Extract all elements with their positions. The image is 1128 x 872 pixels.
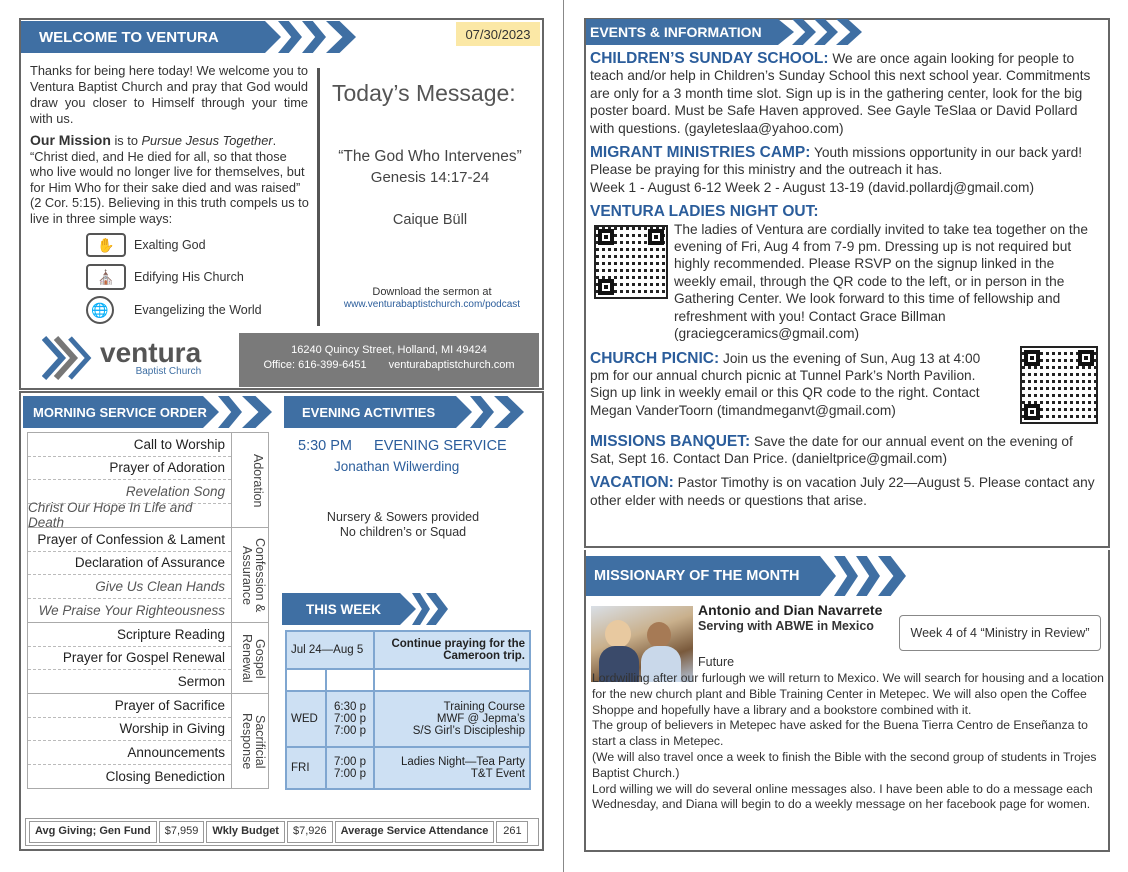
stat-value: $7,926	[287, 821, 333, 843]
event-item	[590, 203, 1098, 342]
morning-banner	[23, 396, 219, 428]
event-heading: CHURCH PICNIC:	[590, 349, 720, 367]
event-item	[590, 474, 1098, 509]
event-body: Join us the evening of Sun, Aug 13 at 4:00 pm for our annual church picnic at Tunnel Park’s North Pavilion. Sign up link in weekly email or this QR code to the right. Contact Megan VanderToorn (timandmeganvt@gmail.com)	[590, 350, 981, 418]
order-group	[28, 694, 268, 789]
welcome-banner	[21, 21, 281, 53]
stats-bar	[25, 818, 539, 846]
wed-times: 6:30 p 7:00 p 7:00 p	[326, 691, 374, 747]
event-item	[590, 144, 1098, 196]
order-box	[27, 432, 269, 789]
order-item: Prayer of Sacrifice	[28, 694, 231, 718]
evening-banner	[284, 396, 472, 428]
fold-divider	[563, 0, 564, 872]
event-item	[590, 433, 1098, 468]
way-label: Evangelizing the World	[134, 303, 262, 317]
globe-icon: 🌐	[86, 296, 114, 324]
stat-label: Wkly Budget	[206, 821, 285, 843]
missionary-paragraph: The group of believers in Metepec have asked for the Buena Tierra Centro de Enseñanza to start a class in Metepec.	[592, 718, 1088, 749]
order-item: Prayer of Confession & Lament	[28, 528, 231, 552]
event-extra: Week 1 - August 6-12 Week 2 - August 13-19 (david.pollardj@gmail.com)	[590, 179, 1034, 195]
evening-service: EVENING SERVICE	[374, 438, 507, 454]
order-item: Declaration of Assurance	[28, 552, 231, 576]
praise-hands-icon: ✋	[86, 233, 126, 257]
welcome-title: WELCOME TO VENTURA	[39, 28, 219, 46]
events-list	[590, 50, 1098, 516]
evening-leader: Jonathan Wilwerding	[334, 459, 460, 474]
order-item: Christ Our Hope In Life and Death	[28, 500, 193, 531]
vertical-divider	[317, 68, 320, 326]
fri-events: Ladies Night—Tea Party T&T Event	[374, 747, 530, 789]
missionary-text	[592, 671, 1104, 813]
week-note: Continue praying for the Cameroon trip.	[374, 631, 530, 669]
order-group	[28, 433, 268, 531]
way-row	[86, 296, 262, 324]
this-week-banner	[282, 593, 416, 625]
order-item: Prayer for Gospel Renewal	[28, 647, 231, 671]
date-badge: 07/30/2023	[456, 22, 540, 46]
fri-times: 7:00 p 7:00 p	[326, 747, 374, 789]
this-week-title: THIS WEEK	[306, 601, 382, 617]
fri-label: FRI	[286, 747, 326, 789]
way-row	[86, 264, 244, 290]
logo-name: ventura	[100, 336, 202, 368]
order-group	[28, 528, 268, 623]
mission-block	[30, 133, 310, 226]
order-item: Prayer of Adoration	[28, 457, 231, 481]
podcast-link[interactable]: www.venturabaptistchurch.com/podcast	[343, 299, 521, 310]
event-body: We are once again looking for people to teach and/or help in Children’s Sunday School this next school year. Commitments are only for a 3 month time slot. Sign up is in the gathering center, look for the big poster board. Must be Safe Haven approved. See Gayle TeSlaa or David Pollard with questions. (gayleteslaa@yahoo.com)	[590, 51, 1091, 136]
missionary-paragraph: (We will also travel once a week to finish the Bible with the second group of students in Trojes Baptist Church.)	[592, 749, 1097, 780]
mission-text: . “Christ died, and He died for all, so that those who live would no longer live for themselves, but for Him Who for their sake died and was raised” (2 Cor. 5:15). Believing in this truth compels us to live in three simple ways:	[30, 133, 309, 226]
events-title: EVENTS & INFORMATION	[590, 24, 762, 40]
group-label: Sacrificial Response	[239, 713, 267, 770]
event-heading: VACATION:	[590, 474, 674, 492]
download-label: Download the sermon at	[372, 286, 492, 298]
way-row	[86, 233, 206, 257]
group-label: Adoration	[251, 453, 265, 508]
group-label: Gospel Renewal	[239, 634, 267, 683]
event-body: Pastor Timothy is on vacation July 22—August 5. Please contact any other elder with needs or questions that arise.	[590, 475, 1095, 508]
stat-value: $7,959	[159, 821, 205, 843]
event-body: Save the date for our annual event on the evening of Sat, Sept 16. Contact Dan Price. (danieltprice@gmail.com)	[590, 433, 1073, 466]
stat-label: Avg Giving; Gen Fund	[29, 821, 157, 843]
event-body: The ladies of Ventura are cordially invited to take tea together on the evening of Fri, Aug 4 from 7-9 pm. Dressing up is not required but highly recommended. Please RSVP on the signup linked in the weekly email, through the QR code to the left, or in person in the Gathering Center. We look forward to this time of fellowship and refreshment with you! Contact Grace Billman (graciegceramics@gmail.com)	[674, 221, 1088, 342]
address-block	[239, 333, 539, 387]
event-heading: MIGRANT MINISTRIES CAMP:	[590, 144, 811, 162]
group-label: Confession & Assurance	[239, 538, 267, 613]
order-item: Revelation Song	[28, 480, 231, 504]
order-item: Scripture Reading	[28, 623, 231, 647]
morning-title: MORNING SERVICE ORDER	[33, 404, 207, 420]
event-heading: MISSIONS BANQUET:	[590, 432, 751, 450]
qr-code-icon[interactable]	[1020, 346, 1098, 424]
qr-code-icon[interactable]	[594, 225, 668, 299]
logo	[42, 336, 201, 380]
nursery-1: Nursery & Sowers provided	[326, 510, 480, 524]
missionary-title: MISSIONARY OF THE MONTH	[594, 568, 800, 584]
church-icon: ⛪	[86, 264, 126, 290]
sermon-title: “The God Who Intervenes”	[338, 148, 522, 165]
events-banner	[586, 19, 794, 45]
future-label: Future	[698, 655, 735, 669]
stat-value: 261	[496, 821, 528, 843]
speaker: Caique Büll	[392, 212, 468, 228]
todays-message-label: Today’s Message:	[332, 80, 516, 106]
missionary-paragraph: Lord willing we will do several online messages also. I have been able to do a message each Wednesday, and Diana will begin to do a weekly message on her facebook page for women.	[592, 781, 1093, 812]
event-heading: CHILDREN’S SUNDAY SCHOOL:	[590, 50, 829, 67]
order-group	[28, 623, 268, 694]
evening-title: EVENING ACTIVITIES	[302, 404, 436, 420]
order-item: Call to Worship	[28, 433, 231, 457]
event-item	[590, 350, 1098, 426]
stat-label: Average Service Attendance	[335, 821, 495, 843]
event-heading: VENTURA LADIES NIGHT OUT:	[590, 203, 819, 221]
ventura-logo-icon	[42, 336, 98, 380]
evening-line	[298, 438, 507, 454]
nursery-2: No children’s or Squad	[339, 525, 467, 539]
event-body: Youth missions opportunity in our back yard! Please be praying for this ministry and the outreach it has.	[590, 145, 1083, 178]
order-item: We Praise Your Righteousness	[38, 602, 225, 618]
mission-label: Our Mission	[30, 132, 111, 148]
way-label: Exalting God	[134, 238, 206, 252]
week-range: Jul 24—Aug 5	[286, 631, 374, 669]
week-badge: Week 4 of 4 “Ministry in Review”	[899, 615, 1101, 651]
way-label: Edifying His Church	[134, 270, 244, 284]
mission-is: is to	[110, 133, 142, 148]
order-item: Announcements	[28, 741, 231, 765]
welcome-text: Thanks for being here today! We welcome you to Ventura Baptist Church and pray that God would draw you closer to Himself through your time with us.	[30, 63, 308, 126]
order-item: Worship in Giving	[28, 718, 231, 742]
week-table	[285, 630, 531, 790]
missionary-names: Antonio and Dian Navarrete	[698, 602, 883, 618]
event-item	[590, 50, 1098, 137]
wed-events: Training Course MWF @ Jepma’s S/S Girl’s Discipleship	[374, 691, 530, 747]
order-item: Give Us Clean Hands	[28, 575, 231, 599]
sermon-passage: Genesis 14:17-24	[370, 169, 490, 186]
mission-italic: Pursue Jesus Together	[141, 133, 273, 148]
website[interactable]: venturabaptistchurch.com	[388, 359, 515, 371]
missionary-org: Serving with ABWE in Mexico	[698, 619, 874, 633]
wed-label: WED	[286, 691, 326, 747]
missionary-paragraph: Lordwilling after our furlough we will return to Mexico. We will search for housing and a location for the new church plant and Bible Training Center in Metepec. We will also open the Coffee Shoppe and hopefully have a library and a bookstore combined with it.	[592, 671, 1104, 717]
missionary-banner	[586, 556, 836, 596]
order-item: Closing Benediction	[105, 768, 225, 784]
logo-sub: Baptist Church	[135, 365, 202, 377]
address: 16240 Quincy Street, Holland, MI 49424	[291, 344, 487, 356]
office-phone: Office: 616-399-6451	[263, 359, 367, 371]
evening-time: 5:30 PM	[298, 438, 352, 454]
order-item: Sermon	[177, 674, 225, 690]
